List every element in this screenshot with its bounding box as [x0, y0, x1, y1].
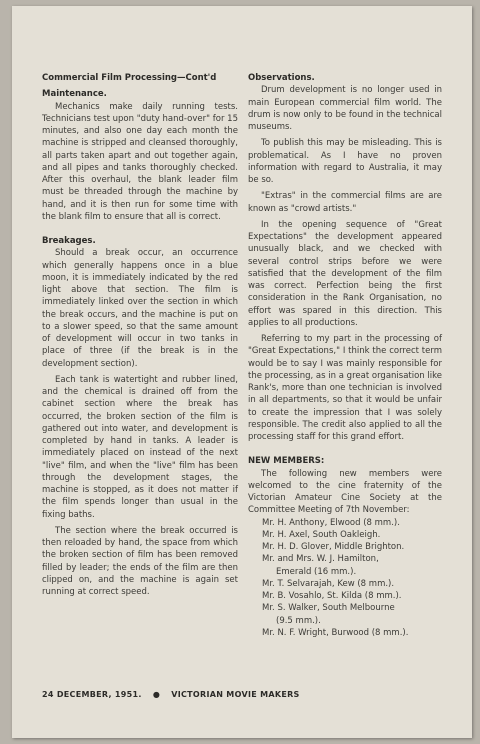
observations-paragraph-2: To publish this may be misleading. This is problematical. As I have no proven information with regard to Australia, it may be so.	[248, 138, 442, 185]
list-item: Mr. and Mrs. W. J. Hamilton, Emerald (16 mm.).	[262, 554, 379, 577]
new-members-heading: NEW MEMBERS:	[248, 456, 325, 467]
continued-heading: Commercial Film Processing—Cont'd	[42, 73, 217, 83]
list-item: Mr. S. Walker, South Melbourne (9.5 mm.).	[262, 603, 395, 626]
right-column	[248, 72, 442, 639]
maintenance-paragraph: Mechanics make daily running tests. Technicians test upon "duty hand-over" for 15 minutes, and also one day each month the machine is stripped and cleansed thoroughly, all parts taken apart and out together again, and all pipes and tanks thoroughly checked. After this overhaul, the blank leader film must be threaded through the machine by hand, and it is then run for some time with the blank film to ensure that all is correct.	[42, 101, 238, 222]
publication-name: VICTORIAN MOVIE MAKERS	[171, 690, 300, 699]
observations-paragraph-3: "Extras" in the commercial films are are known as "crowd artists."	[248, 191, 442, 214]
list-item: Mr. H. Anthony, Elwood (8 mm.).	[262, 517, 400, 528]
left-column	[42, 72, 238, 598]
page-number: 24	[42, 690, 54, 699]
page-footer	[42, 690, 442, 699]
new-members-intro: The following new members were welcomed to the cine fraternity of the Victorian Amateur Cine Society at the Committee Meeting of 7th November:	[248, 468, 442, 516]
breakages-heading: Breakages.	[42, 236, 96, 246]
magazine-page	[12, 6, 472, 738]
breakages-paragraph-3: The section where the break occurred is then reloaded by hand, the space from which the broken section of film has been removed filled by leader; the ends of the film are then clipped on, and the machine is again set running at correct speed.	[42, 525, 238, 597]
observations-paragraph-4: In the opening sequence of "Great Expectations" the development appeared unusually black, and we checked with several control strips before we were satisfied that the development of the film was correct. Perfection being the first consideration in the Rank Organisation, no effort was spared in this direction. This applies to all productions.	[248, 219, 442, 328]
observations-heading: Observations.	[248, 73, 315, 83]
observations-paragraph-5: Referring to my part in the processing of "Great Expectations," I think the correct term would be to say I was mainly responsible for the processing, as in a great organisation like Rank's, more than one technician is involved in all departments, so that it would be unfair to create the impression that I was solely responsible. The credit also applied to all the processing staff for this grand effort.	[248, 334, 442, 442]
list-item: Mr. N. F. Wright, Burwood (8 mm.).	[262, 627, 409, 638]
observations-paragraph-1: Drum development is no longer used in main European commercial film world. The drum is now only to be found in the technical museums.	[248, 85, 442, 132]
breakages-paragraph-2: Each tank is watertight and rubber lined, and the chemical is drained off from the cabinet section where the break has occurred, the broken section of the film is gathered out into water, and development is completed by hand in tanks. A leader is immediately placed on instead of the next "live" film, and when the "live" film has been through the development stages, the machine is stopped, as it does not matter if the film spends longer than usual in the fixing baths.	[42, 374, 238, 520]
list-item: Mr. H. D. Glover, Middle Brighton.	[262, 542, 405, 552]
list-item: Mr. B. Vosahlo, St. Kilda (8 mm.).	[262, 591, 402, 601]
list-item: Mr. T. Selvarajah, Kew (8 mm.).	[262, 578, 395, 589]
list-item: Mr. H. Axel, South Oakleigh.	[262, 529, 381, 540]
maintenance-heading: Maintenance.	[42, 89, 107, 100]
breakages-paragraph-1: Should a break occur, an occurrence which generally happens once in a blue moon, it is immediately indicated by the red light above that section. The film is immediately linked over the section in which the break occurs, and the machine is put on to a slower speed, so that the same amount of development will occur in two tanks in place of three (if the break is in the development section).	[42, 248, 238, 369]
issue-date: DECEMBER, 1951.	[56, 690, 142, 699]
new-members-list	[248, 517, 442, 640]
bullet-icon: ●	[152, 690, 161, 699]
